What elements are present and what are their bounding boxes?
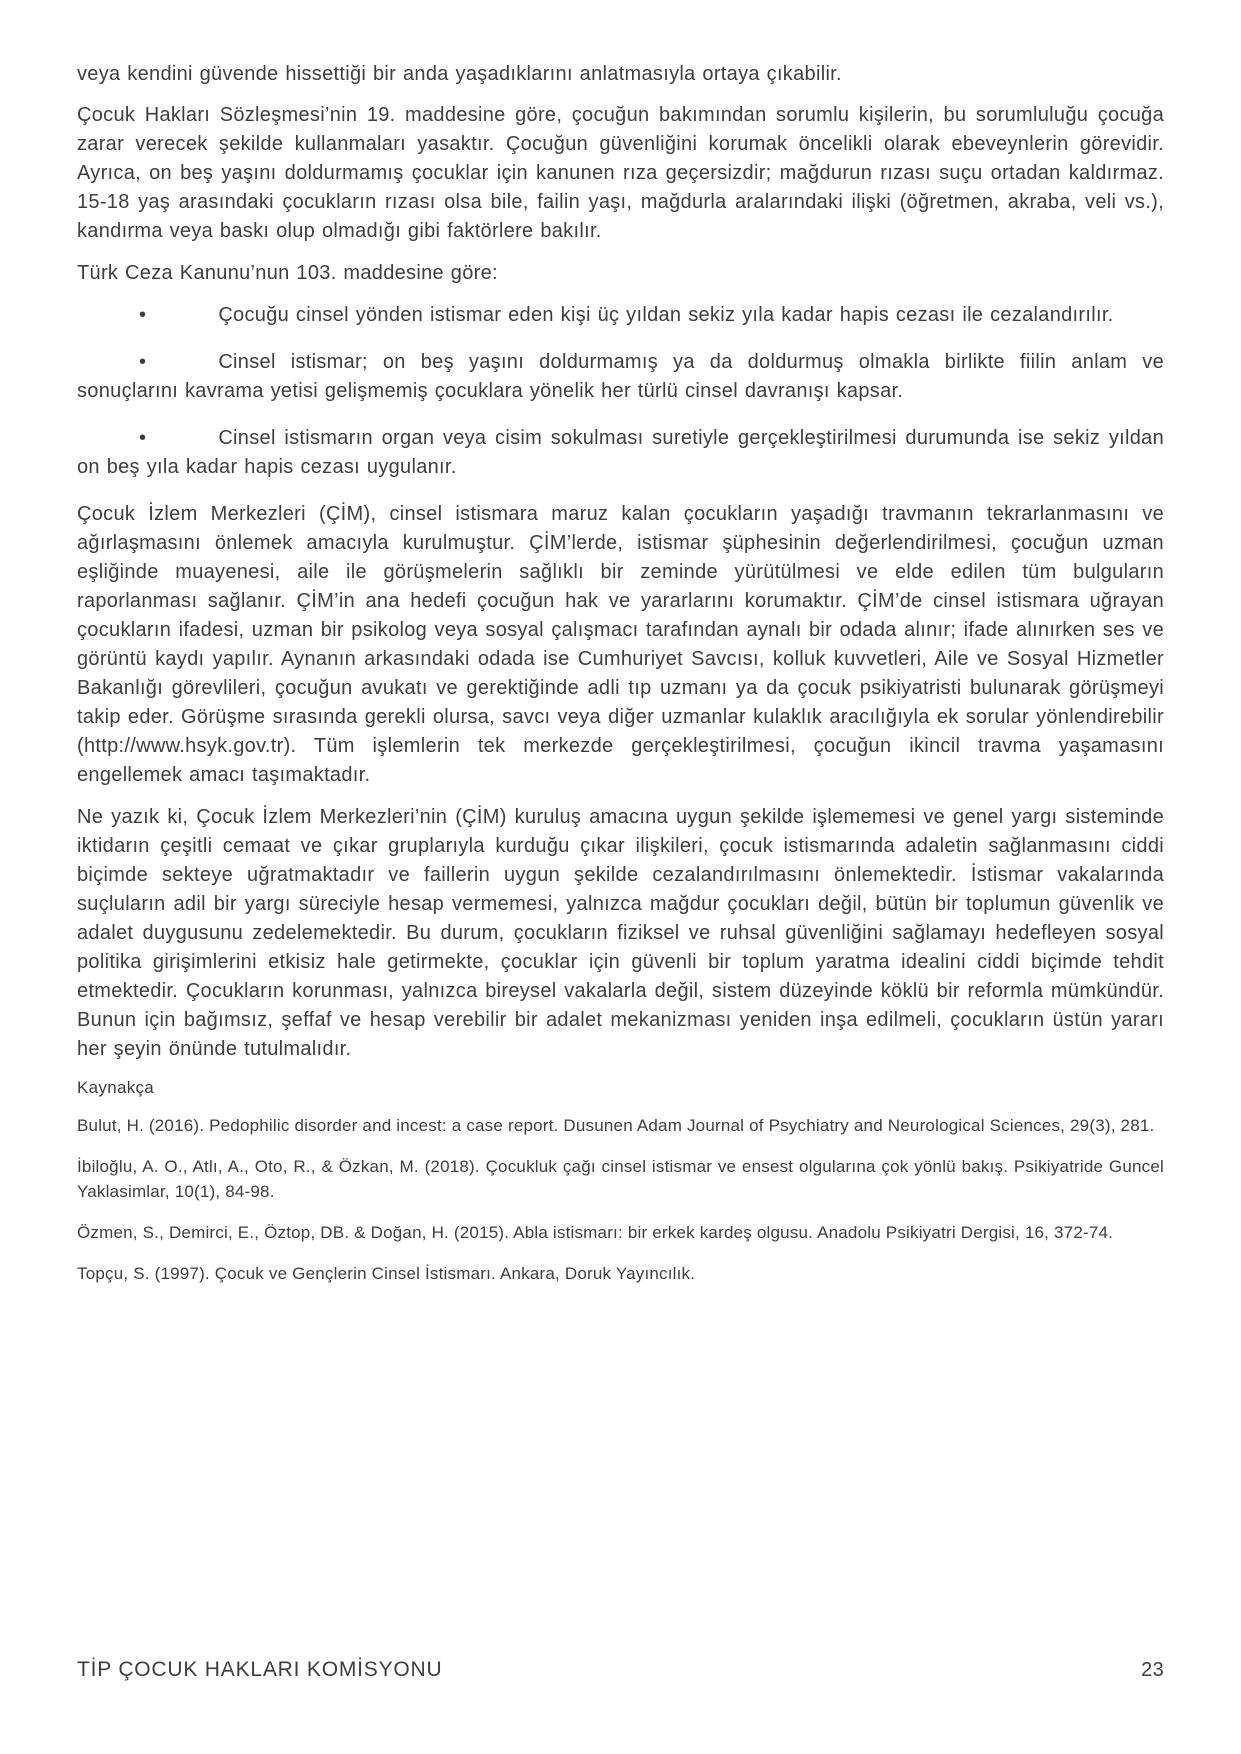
- document-body: [77, 60, 1164, 1302]
- bullet-item-3-text: Cinsel istismarın organ veya cisim sokulması suretiyle gerçekleştirilmesi durumunda ise sekiz yıldan on beş yıla kadar hapis cezası uygulanır.: [77, 427, 1164, 478]
- paragraph-cim: Çocuk İzlem Merkezleri (ÇİM), cinsel istismara maruz kalan çocukların yaşadığı travmanın tekrarlanmasını ve ağırlaşmasını önlemek amacıyla kurulmuştur. ÇİM’lerde, istismar şüphesinin değerlendirilmesi, çocuğun uzman eşliğinde muayenesi, aile ile görüşmelerin sağlıklı bir zeminde yürütülmesi ve elde edilen tüm bulguların raporlanması sağlanır. ÇİM’in ana hedefi çocuğun hak ve yararlarını korumaktır. ÇİM’de cinsel istismara uğrayan çocukların ifadesi, uzman bir psikolog veya sosyal çalışmacı tarafından aynalı bir odada alınır; ifade alınırken ses ve görüntü kaydı yapılır. Aynanın arkasındaki odada ise Cumhuriyet Savcısı, kolluk kuvvetleri, Aile ve Sosyal Hizmetler Bakanlığı görevlileri, çocuğun avukatı ve gerektiğinde adli tıp uzmanı ya da çocuk psikiyatristi bulunarak görüşmeyi takip eder. Görüşme sırasında gerekli olursa, savcı veya diğer uzmanlar kulaklık aracılığıyla ek sorular yönlendirebilir (http://www.hsyk.gov.tr). Tüm işlemlerin tek merkezde gerçekleştirilmesi, çocuğun ikincil travma yaşamasını engellemek amacı taşımaktadır.: [77, 503, 1164, 786]
- bullet-item-2-text: Cinsel istismar; on beş yaşını doldurmamış ya da doldurmuş olmakla birlikte fiilin anlam ve sonuçlarını kavrama yetisi gelişmemiş çocuklara yönelik her türlü cinsel davranışı kapsar.: [77, 351, 1164, 402]
- bullet-item-3: [77, 424, 1164, 482]
- bullet-item-1: [77, 301, 1164, 330]
- paragraph-tck-103-intro: Türk Ceza Kanunu’nun 103. maddesine göre:: [77, 262, 498, 284]
- reference-entry-3: Özmen, S., Demirci, E., Öztop, DB. & Doğan, H. (2015). Abla istismarı: bir erkek kardeş olgusu. Anadolu Psikiyatri Dergisi, 16, 372-74.: [77, 1223, 1114, 1242]
- bullet-marker-icon: •: [139, 427, 147, 449]
- reference-entry-4: Topçu, S. (1997). Çocuk ve Gençlerin Cinsel İstismarı. Ankara, Doruk Yayıncılık.: [77, 1264, 696, 1283]
- reference-entry-2: İbiloğlu, A. O., Atlı, A., Oto, R., & Özkan, M. (2018). Çocukluk çağı cinsel istismar ve ensest olgularına çok yönlü bakış. Psikiyatride Guncel Yaklasimlar, 10(1), 84-98.: [77, 1157, 1164, 1201]
- bullet-item-1-text: Çocuğu cinsel yönden istismar eden kişi üç yıldan sekiz yıla kadar hapis cezası ile cezalandırılır.: [218, 304, 1114, 326]
- bullet-marker-icon: •: [139, 351, 147, 373]
- bibliography-heading: Kaynakça: [77, 1078, 155, 1097]
- paragraph-continuation: veya kendini güvende hissettiği bir anda yaşadıklarını anlatmasıyla ortaya çıkabilir.: [77, 63, 842, 85]
- bullet-marker-icon: •: [139, 304, 147, 326]
- footer-commission-title: TİP ÇOCUK HAKLARI KOMİSYONU: [77, 1658, 443, 1681]
- bullet-item-2: [77, 348, 1164, 406]
- paragraph-crc-article-19: Çocuk Hakları Sözleşmesi’nin 19. maddesine göre, çocuğun bakımından sorumlu kişilerin, bu sorumluluğu çocuğa zarar verecek şekilde kullanmaları yasaktır. Çocuğun güvenliğini korumak öncelikli olarak ebeveynlerin görevidir. Ayrıca, on beş yaşını doldurmamış çocuklar için kanunen rıza geçersizdir; mağdurun rızası suçu ortadan kaldırmaz. 15-18 yaş arasındaki çocukların rızası olsa bile, failin yaşı, mağdurla aralarındaki ilişki (öğretmen, akraba, veli vs.), kandırma veya baskı olup olmadığı gibi faktörlere bakılır.: [77, 104, 1164, 242]
- reference-entry-1: Bulut, H. (2016). Pedophilic disorder and incest: a case report. Dusunen Adam Journal of Psychiatry and Neurological Sciences, 29(3), 281.: [77, 1116, 1155, 1135]
- paragraph-criticism: Ne yazık ki, Çocuk İzlem Merkezleri’nin (ÇİM) kuruluş amacına uygun şekilde işlememesi ve genel yargı sisteminde iktidarın çeşitli cemaat ve çıkar gruplarıyla kurduğu çıkar ilişkileri, çocuk istismarında adaletin sağlanmasını ciddi biçimde sekteye uğratmaktadır ve faillerin uygun şekilde cezalandırılmasını önlemektedir. İstismar vakalarında suçluların adil bir yargı süreciyle hesap vermemesi, yalnızca mağdur çocukları değil, bütün bir toplumun güvenlik ve adalet duygusunu zedelemektedir. Bu durum, çocukların fiziksel ve ruhsal güvenliğini sağlamayı hedefleyen sosyal politika girişimlerini etkisiz hale getirmekte, çocuklar için güvenli bir toplum yaratma idealini ciddi biçimde tehdit etmektedir. Çocukların korunması, yalnızca bireysel vakalarla değil, sistem düzeyinde köklü bir reformla mümkündür. Bunun için bağımsız, şeffaf ve hesap verebilir bir adalet mekanizması yeniden inşa edilmeli, çocukların üstün yararı her şeyin önünde tutulmalıdır.: [77, 806, 1164, 1060]
- page-number: 23: [1141, 1659, 1164, 1681]
- page-footer: [77, 1658, 1164, 1682]
